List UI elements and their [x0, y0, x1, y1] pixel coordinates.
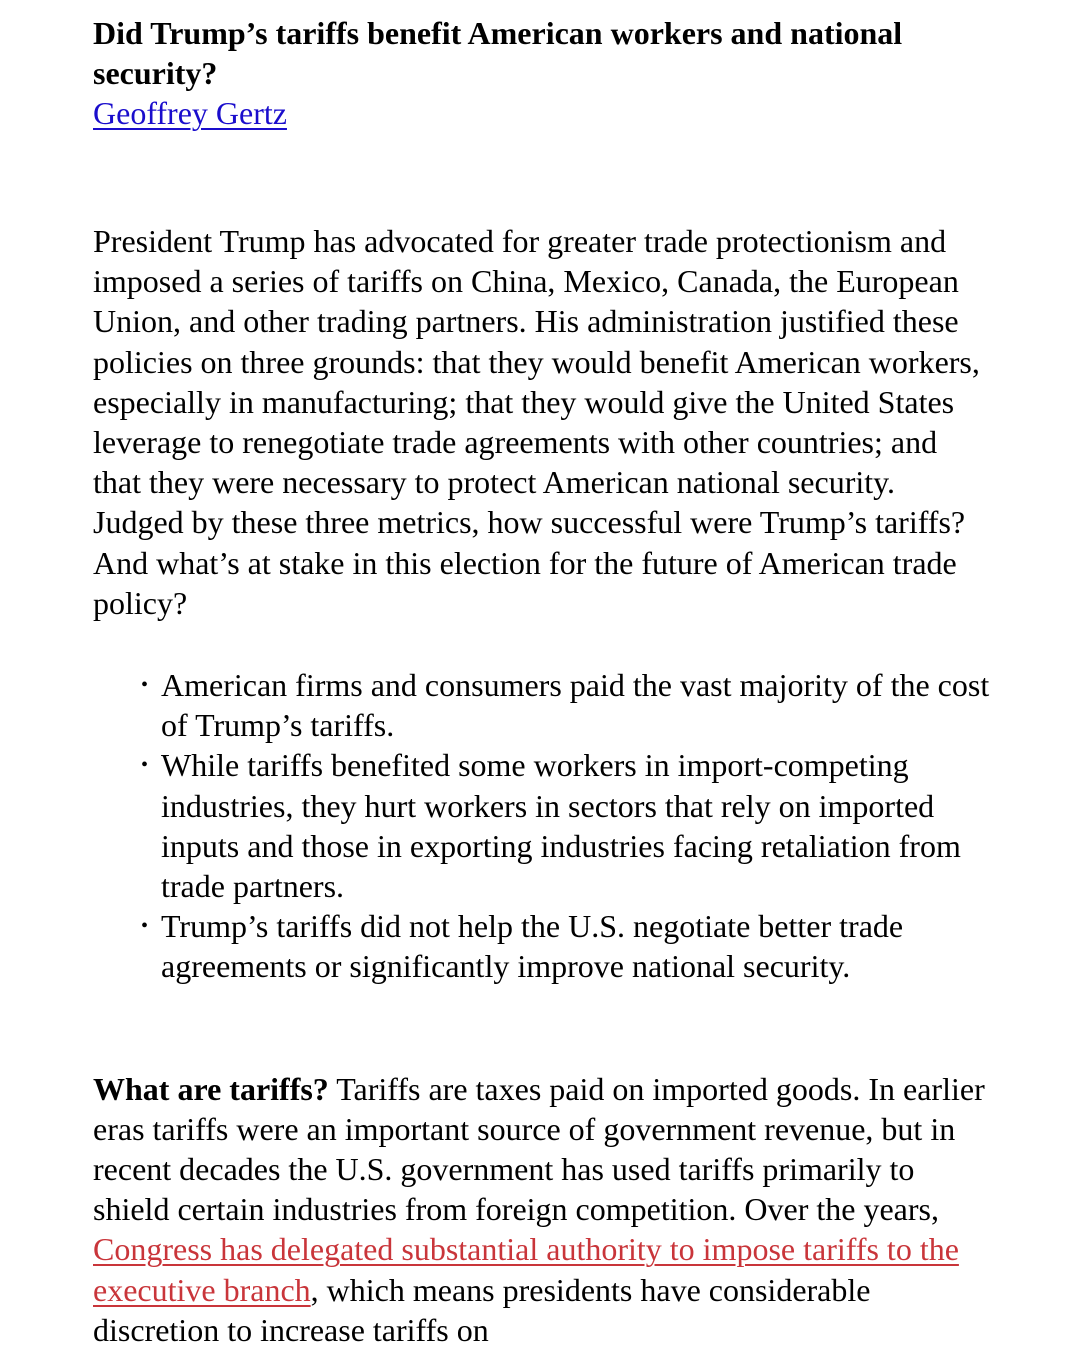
tariffs-section-paragraph	[93, 1069, 993, 1350]
key-point-text: While tariffs benefited some workers in import-competing industries, they hurt workers in sectors that rely on imported inputs and those in exporting industries facing retaliation from trade partners.	[161, 747, 961, 905]
bullet-icon: •	[141, 674, 149, 697]
key-points-list	[93, 665, 993, 987]
section-heading: What are tariffs?	[93, 1070, 329, 1107]
intro-paragraph: President Trump has advocated for greater trade protectionism and imposed a series of tariffs on China, Mexico, Canada, the European Union, and other trading partners. His administration justified these policies on three grounds: that they would benefit American workers, especially in manufacturing; that they would give the United States leverage to renegotiate trade agreements with other countries; and that they were necessary to protect American national security. Judged by these three metrics, how successful were Trump’s tariffs? And what’s at stake in this election for the future of American trade policy?	[93, 223, 980, 621]
list-item	[126, 906, 993, 986]
list-item	[126, 665, 993, 745]
section-text-before-link: Tariffs are taxes paid on imported goods. In earlier eras tariffs were an important source of government revenue, but in recent decades the U.S. government has used tariffs primarily to shield certain industries from foreign competition. Over the years,	[93, 1070, 985, 1228]
list-item	[126, 745, 993, 906]
author-link[interactable]: Geoffrey Gertz	[93, 95, 287, 131]
bullet-icon: •	[141, 915, 149, 938]
congress-authority-link[interactable]: Congress has delegated substantial authority to impose tariffs to the executive branch	[93, 1231, 959, 1308]
key-point-text: Trump’s tariffs did not help the U.S. negotiate better trade agreements or significantly improve national security.	[161, 908, 904, 985]
key-point-text: American firms and consumers paid the vast majority of the cost of Trump’s tariffs.	[161, 667, 990, 744]
article	[93, 0, 993, 1350]
section-text-after-link: , which means presidents have considerable discretion to increase tariffs on	[93, 1271, 871, 1348]
article-title: Did Trump’s tariffs benefit American workers and national security?	[93, 15, 903, 91]
bullet-icon: •	[141, 754, 149, 777]
